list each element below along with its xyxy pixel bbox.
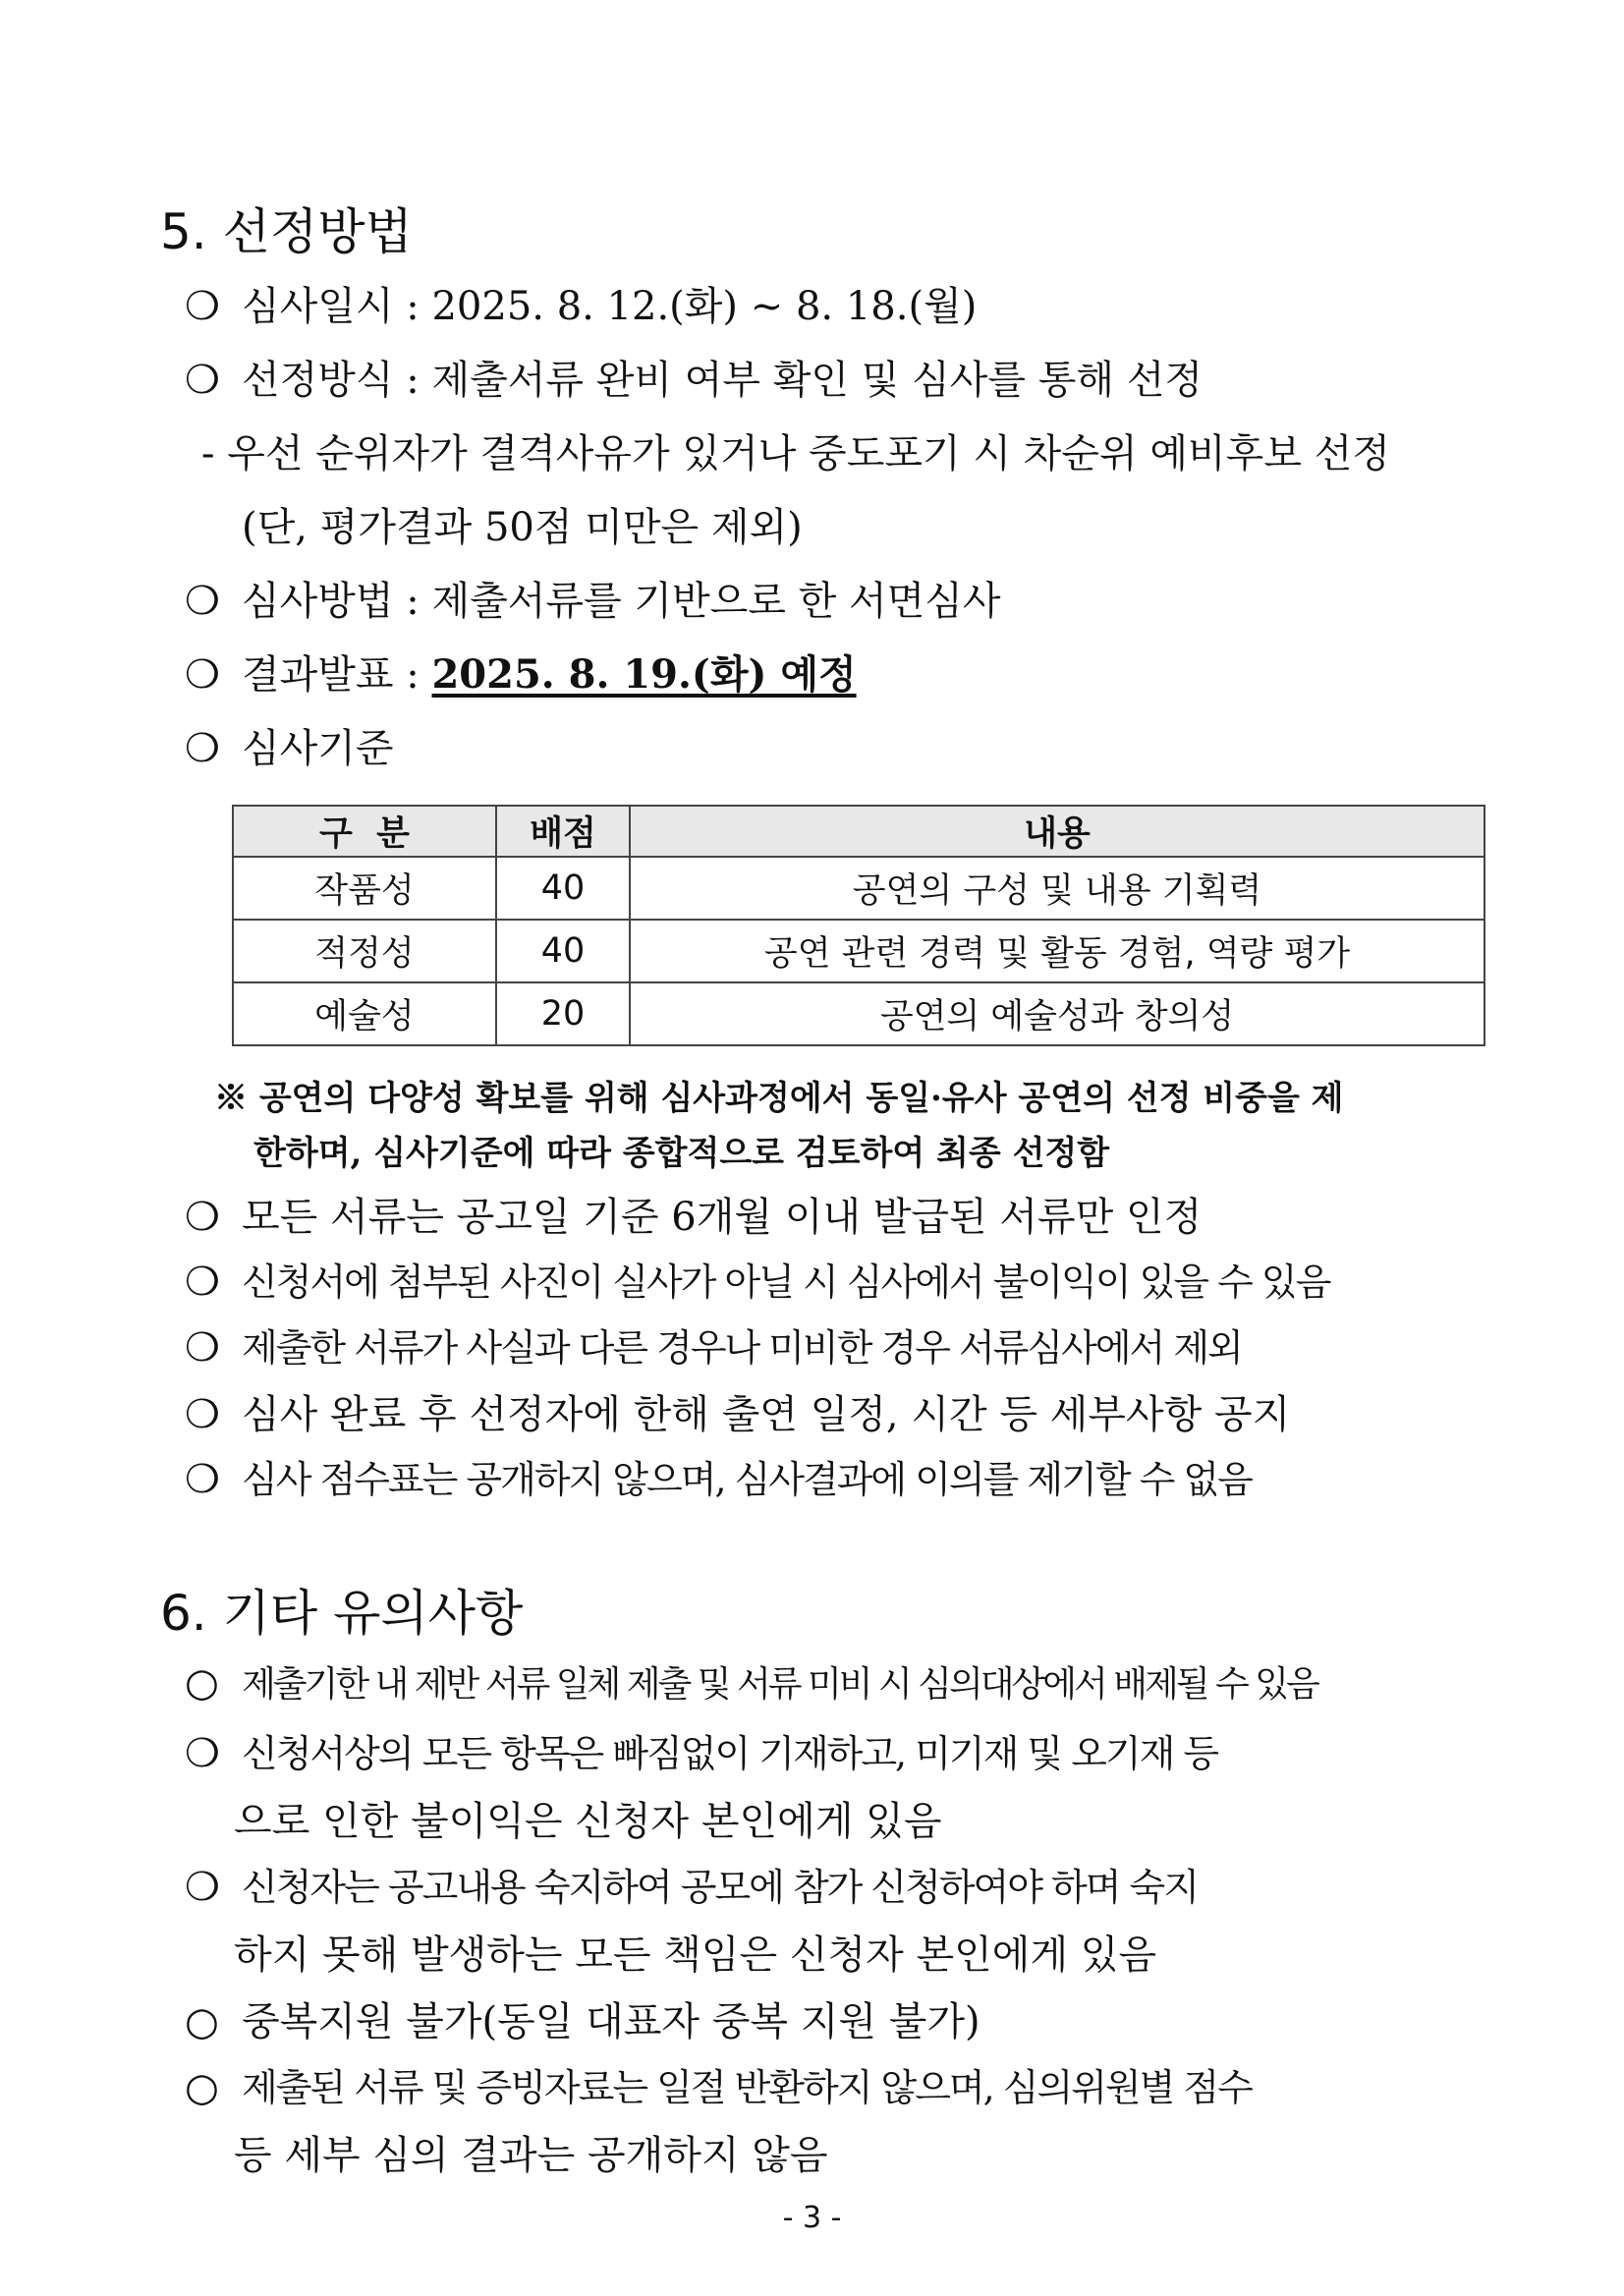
list-item bbox=[185, 1383, 1290, 1439]
column-header: 내용 bbox=[630, 806, 1484, 857]
list-item-text: 신청서에 첨부된 사진이 실사가 아닐 시 심사에서 불이익이 있을 수 있음 bbox=[242, 1260, 1330, 1304]
list-item bbox=[185, 1317, 1242, 1372]
list-item-text: 중복지원 불가(동일 대표자 중복 지원 불가) bbox=[242, 1999, 980, 2044]
bullet-icon: ○ bbox=[185, 1660, 219, 1706]
list-item-text: 제출한 서류가 사실과 다른 경우나 미비한 경우 서류심사에서 제외 bbox=[242, 1326, 1242, 1370]
table-cell: 작품성 bbox=[233, 857, 496, 920]
table-header-row bbox=[233, 806, 1484, 857]
list-item bbox=[185, 1723, 1217, 1777]
list-item bbox=[185, 717, 394, 773]
column-header: 구 분 bbox=[233, 806, 496, 857]
list-item bbox=[185, 1990, 980, 2046]
section-6-title: 6. 기타 유의사항 bbox=[160, 1585, 524, 1642]
sub-item: - 우선 순위자가 결격사유가 있거나 중도포기 시 차순위 예비후보 선정 bbox=[201, 431, 1390, 476]
note-line: ※ 공연의 다양성 확보를 위해 심사과정에서 동일·유사 공연의 선정 비중을 제 bbox=[214, 1079, 1344, 1118]
table-cell: 공연의 예술성과 창의성 bbox=[630, 982, 1484, 1045]
list-item-text: 신청서상의 모든 항목은 빠짐없이 기재하고, 미기재 및 오기재 등 bbox=[242, 1732, 1218, 1775]
list-item bbox=[185, 1449, 1252, 1503]
list-item bbox=[185, 644, 857, 700]
table-cell: 공연 관련 경력 및 활동 경험, 역량 평가 bbox=[630, 920, 1484, 982]
bullet-icon: ❍ bbox=[185, 1457, 220, 1502]
list-item-text: 제출기한 내 제반 서류 일체 제출 및 서류 미비 시 심의대상에서 배제될 수 있음 bbox=[242, 1664, 1317, 1705]
list-item bbox=[185, 2057, 1252, 2111]
note-line: 한하며, 심사기준에 따라 종합적으로 검토하여 최종 선정함 bbox=[253, 1134, 1110, 1173]
list-item-text: 결과발표 : bbox=[242, 652, 432, 698]
list-item-text: 신청자는 공고내용 숙지하여 공모에 참가 신청하여야 하며 숙지 bbox=[242, 1866, 1198, 1909]
bullet-icon: ❍ bbox=[185, 726, 220, 771]
list-item-continuation: 으로 인한 불이익은 신청자 본인에게 있음 bbox=[234, 1799, 942, 1844]
table-row bbox=[233, 857, 1484, 920]
list-item bbox=[185, 275, 977, 331]
list-item-text: 심사 점수표는 공개하지 않으며, 심사결과에 이의를 제기할 수 없음 bbox=[242, 1458, 1252, 1501]
list-item bbox=[185, 1252, 1329, 1306]
bullet-icon: ❍ bbox=[185, 1392, 220, 1437]
list-item-text: 심사 완료 후 선정자에 한해 출연 일정, 시간 등 세부사항 공지 bbox=[242, 1392, 1291, 1437]
table-cell: 40 bbox=[496, 857, 630, 920]
list-item bbox=[185, 1857, 1198, 1911]
table-cell: 적정성 bbox=[233, 920, 496, 982]
bullet-icon: ❍ bbox=[185, 579, 220, 624]
bullet-icon: ❍ bbox=[185, 1731, 220, 1776]
sub-item-continuation: (단, 평가결과 50점 미만은 제외) bbox=[242, 505, 803, 550]
list-item bbox=[185, 1656, 1317, 1707]
list-item-text: 모든 서류는 공고일 기준 6개월 이내 발급된 서류만 인정 bbox=[242, 1195, 1203, 1240]
column-header: 배점 bbox=[496, 806, 630, 857]
list-item-continuation: 하지 못해 발생하는 모든 책임은 신청자 본인에게 있음 bbox=[234, 1932, 1157, 1978]
table-row bbox=[233, 982, 1484, 1045]
list-item-text: 심사방법 : 제출서류를 기반으로 한 서면심사 bbox=[242, 579, 1001, 624]
table-cell: 공연의 구성 및 내용 기획력 bbox=[630, 857, 1484, 920]
result-date: 2025. 8. 19.(화) 예정 bbox=[431, 651, 857, 698]
list-item bbox=[185, 349, 1203, 405]
table-cell: 20 bbox=[496, 982, 630, 1045]
criteria-table bbox=[232, 805, 1485, 1046]
list-item-text: 제출된 서류 및 증빙자료는 일절 반환하지 않으며, 심의위원별 점수 bbox=[242, 2066, 1252, 2109]
bullet-icon: ❍ bbox=[185, 1195, 220, 1240]
list-item bbox=[185, 1186, 1202, 1242]
bullet-icon: ○ bbox=[185, 2065, 219, 2110]
table-cell: 예술성 bbox=[233, 982, 496, 1045]
section-5-title: 5. 선정방법 bbox=[160, 203, 413, 260]
list-item bbox=[185, 570, 1001, 626]
bullet-icon: ❍ bbox=[185, 652, 220, 698]
page-number: - 3 - bbox=[782, 2201, 842, 2235]
bullet-icon: ❍ bbox=[185, 284, 220, 329]
table-cell: 40 bbox=[496, 920, 630, 982]
bullet-icon: ○ bbox=[185, 1999, 219, 2044]
list-item-text: 선정방식 : 제출서류 완비 여부 확인 및 심사를 통해 선정 bbox=[242, 358, 1203, 403]
bullet-icon: ❍ bbox=[185, 358, 220, 403]
bullet-icon: ❍ bbox=[185, 1260, 220, 1305]
table-row bbox=[233, 920, 1484, 982]
bullet-icon: ❍ bbox=[185, 1865, 220, 1910]
list-item-text: 심사일시 : 2025. 8. 12.(화) ~ 8. 18.(월) bbox=[242, 284, 978, 329]
bullet-icon: ❍ bbox=[185, 1325, 220, 1371]
list-item-text: 심사기준 bbox=[242, 726, 394, 771]
list-item-continuation: 등 세부 심의 결과는 공개하지 않음 bbox=[234, 2133, 828, 2178]
